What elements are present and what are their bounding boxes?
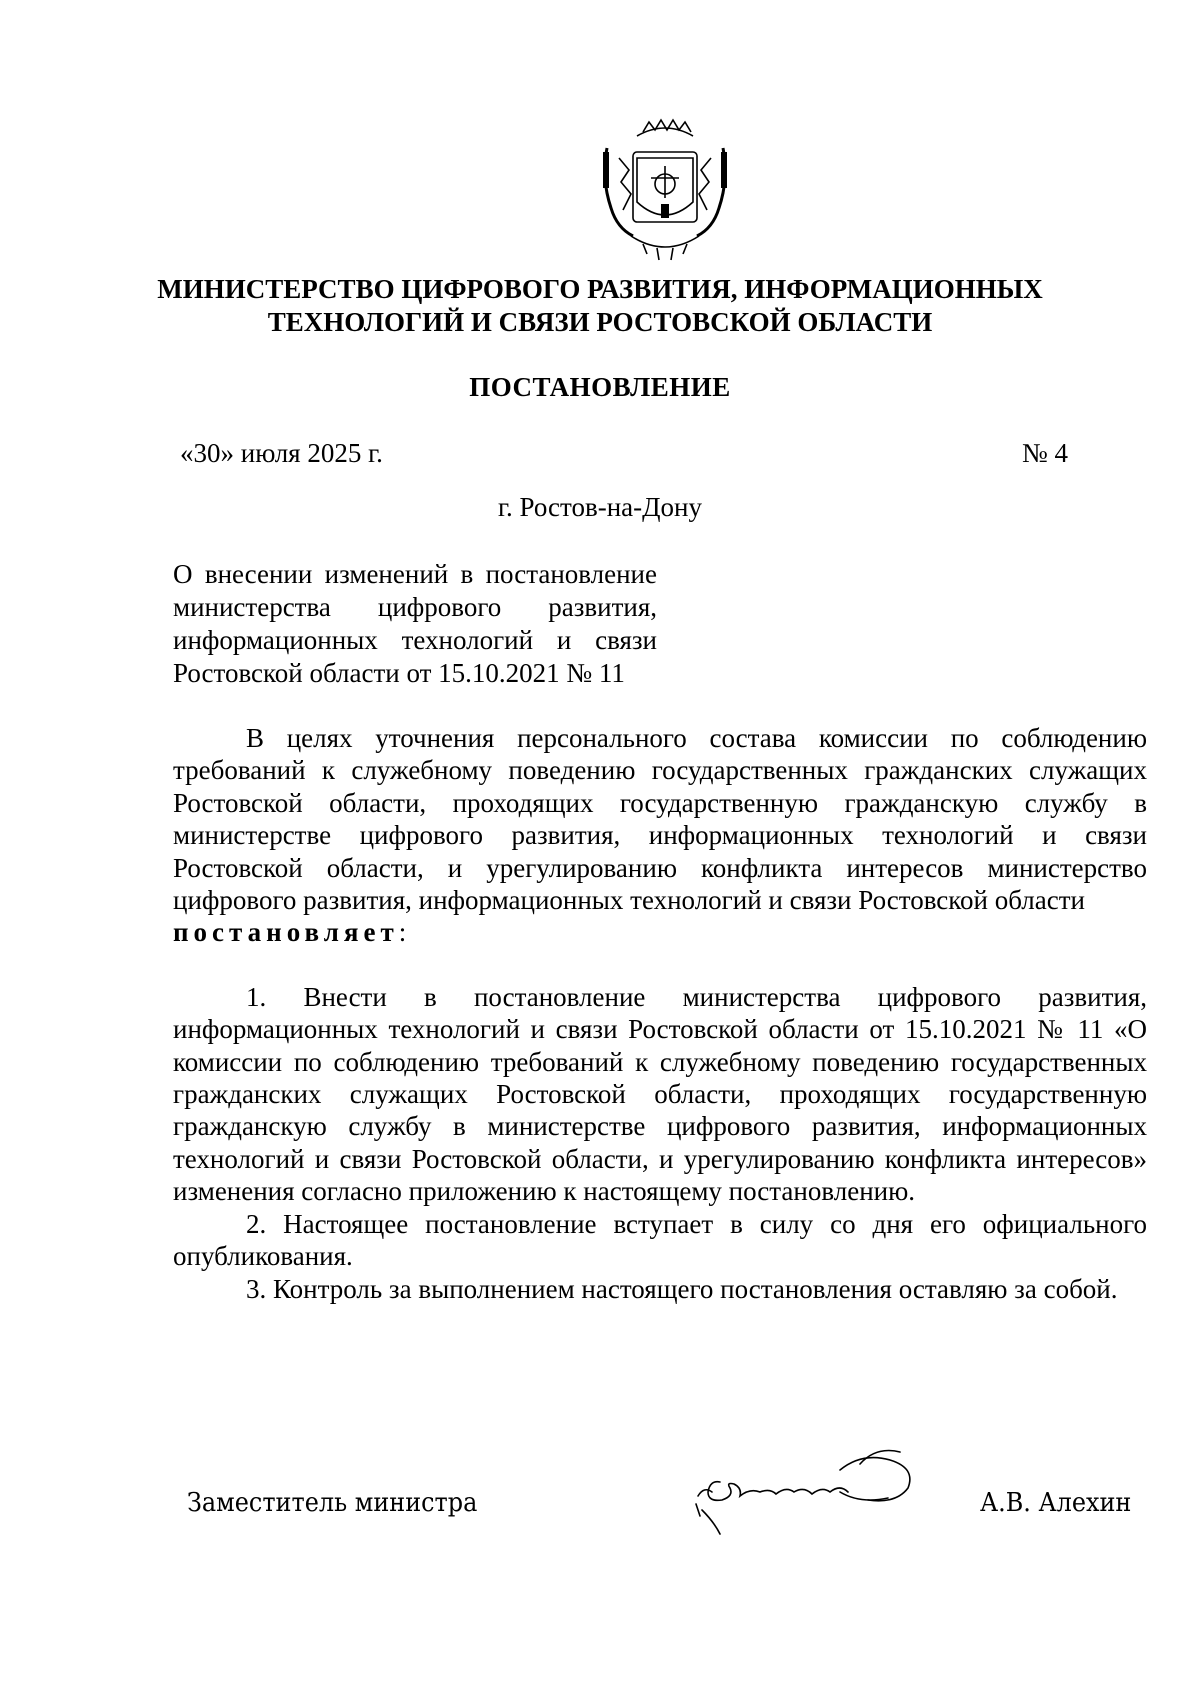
signatory-name: А.В. Алехин: [980, 1488, 1132, 1518]
preamble-paragraph: [173, 722, 1147, 949]
handwritten-signature-icon: [690, 1430, 960, 1540]
preamble-text: В целях уточнения персонального состава комиссии по соблюдению требований к служебному поведению государственных гражданских служащих Ростовской области, проходящих государственную гражданскую службу в министерстве цифрового развития, информационных технологий и связи Ростовской области, и урегулированию конфликта интересов министерство цифрового развития, информационных технологий и связи Ростовской области: [173, 723, 1147, 916]
document-number: № 4: [1021, 438, 1068, 468]
organization-name-line2: ТЕХНОЛОГИЙ И СВЯЗИ РОСТОВСКОЙ ОБЛАСТИ: [267, 307, 933, 337]
decree-colon: :: [398, 917, 407, 948]
organization-name-line1: МИНИСТЕРСТВО ЦИФРОВОГО РАЗВИТИЯ, ИНФОРМАЦИОННЫХ: [157, 274, 1043, 304]
document-subject: [173, 558, 657, 690]
item-paragraph: 2. Настоящее постановление вступает в силу со дня его официального опубликования.: [173, 1208, 1147, 1272]
document-date: «30» июля 2025 г.: [180, 438, 383, 468]
coat-of-arms-icon: [597, 118, 733, 266]
document-body: [173, 722, 1147, 1305]
subject-line: министерства цифрового развития,: [173, 592, 657, 622]
document-type: ПОСТАНОВЛЕНИЕ: [469, 372, 731, 402]
decree-word: постановляет: [173, 917, 399, 948]
subject-line: Ростовской области от 15.10.2021 № 11: [173, 658, 625, 688]
item-paragraph: 3. Контроль за выполнением настоящего постановления оставляю за собой.: [246, 1273, 1118, 1304]
signatory-position: Заместитель министра: [187, 1488, 478, 1518]
subject-line: информационных технологий и связи: [173, 625, 657, 655]
subject-line: О внесении изменений в постановление: [173, 559, 657, 589]
document-city: г. Ростов-на-Дону: [497, 492, 702, 522]
item-paragraph: 1. Внести в постановление министерства цифрового развития, информационных технологий и связи Ростовской области от 15.10.2021 № 11 «О комиссии по соблюдению требований к служебному поведению государственных гражданских служащих Ростовской области, проходящих государственную гражданскую службу в министерстве цифрового развития, информационных технологий и связи Ростовской области, и урегулированию конфликта интересов» изменения согласно приложению к настоящему постановлению.: [173, 981, 1147, 1207]
